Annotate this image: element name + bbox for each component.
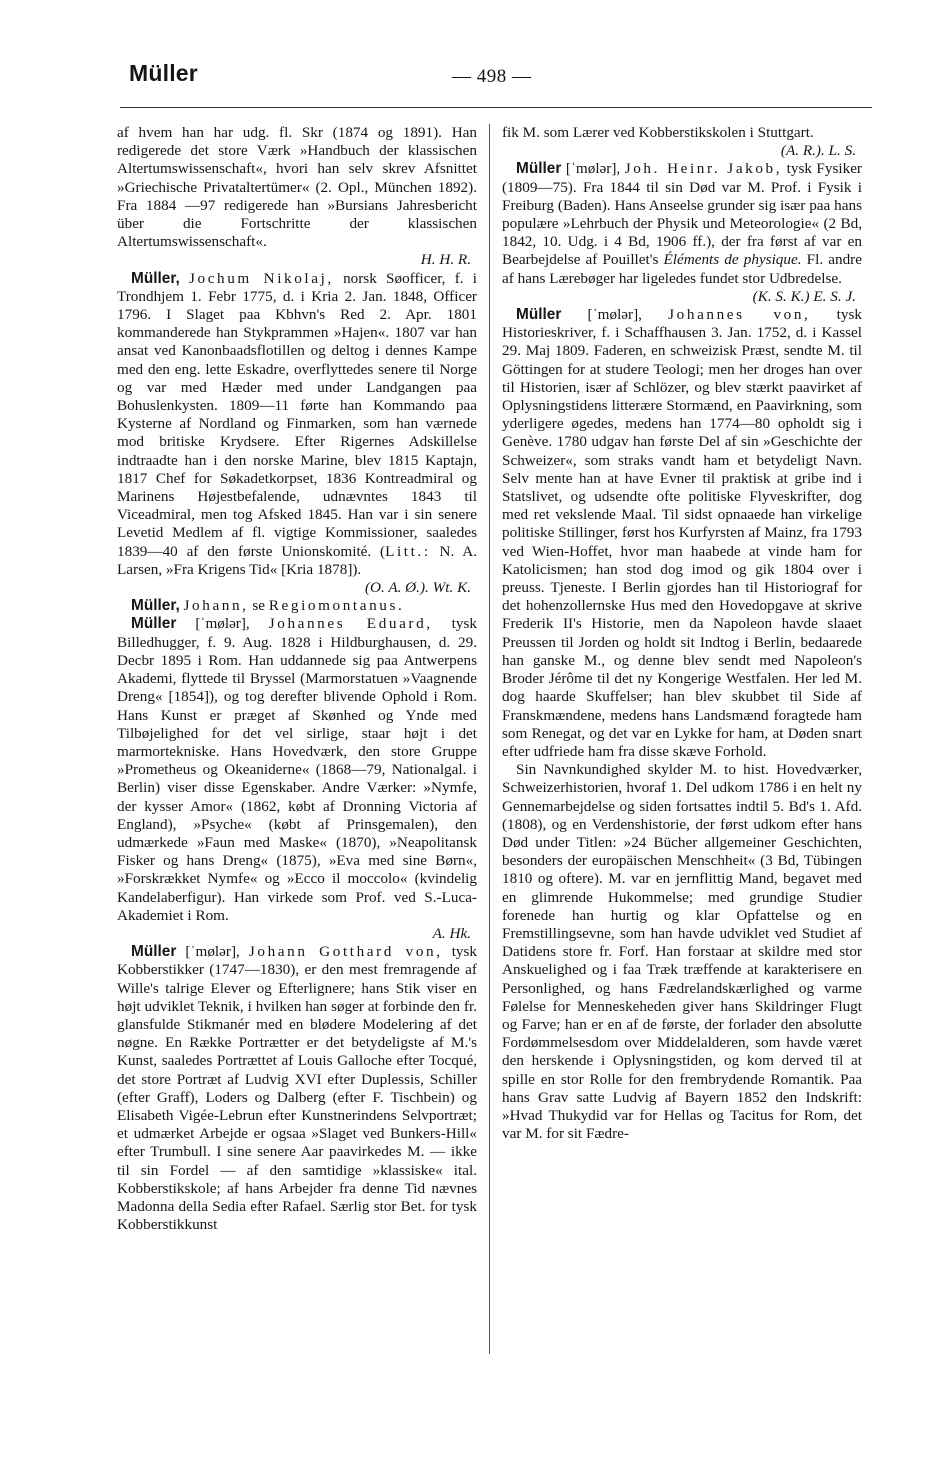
book-title: Éléments de physique. <box>663 251 802 269</box>
entry-name: Jochum Nikolaj, <box>188 269 334 287</box>
header-rule <box>120 107 872 108</box>
entry-muller-johann-gotthard <box>117 943 477 1234</box>
entry-continuation <box>117 124 477 270</box>
author-signature: (O. A. Ø.). Wt. K. <box>364 579 471 597</box>
entry-lemma: Müller <box>516 160 562 178</box>
right-column <box>502 124 862 1143</box>
cross-reference: Regiomontanus. <box>268 597 405 615</box>
entry-lemma: Müller, <box>131 597 180 615</box>
entry-name: Johann Gotthard von, <box>248 943 443 961</box>
entry-text: norsk Søofficer, f. i Trondhjem 1. Febr 1775, d. i Kria 2. Jan. 1848, Officer 1796. I Slaget paa Kbhvn's Red 2. Apr. 1801 kommanderede han Stykprammen »Hajen«. 1807 var han ansat ved Kanonbaadsflotillen og deltog i dennes Kampe med den eng. lette Eskadre, overflyttedes senere til Norge og var med Hæder med under Landgangen paa Bohuslenkysten. 1809—11 førte han Kommando paa Kysterne af Nordland og Finmarken, som han værnede mod britiske Krydsere. Efter Rigernes Adskillelse indtraadte han i den norske Marine, blev 1815 Kaptajn, 1817 Chef for Søkadetkorpset, 1836 Kontreadmiral og Marinens Højestbefalende, udnævntes 1843 til Viceadmiral, men tog Afsked 1845. Han var i sin senere Levetid Medlem af fl. vigtige Kommissioner, saaledes 1839—40 af den første Unionskomité. ( <box>117 269 478 560</box>
entry-text: fik M. som Lærer ved Kobberstikskolen i Stuttgart. <box>502 124 814 141</box>
entry-muller-johannes-von <box>502 306 862 761</box>
entry-name: Johann, <box>183 597 249 615</box>
author-signature: H. H. R. <box>420 251 471 269</box>
entry-text-literature: N. A. Larsen, »Fra Krigens Tid« [Kria 1878]). <box>117 542 477 578</box>
entry-continuation <box>502 124 862 160</box>
entry-lemma: Müller <box>516 306 562 324</box>
entry-text: Sin Navnkundighed skylder M. to hist. Hovedværker, Schweizerhistorien, hvoraf 1. Del udkom 1786 i en helt ny Gennemarbejdelse og siden fortsattes indtil 5. Bd's 1. Afd. (1808), og en Verdenshistorie, der først udkom efter hans Død under Titlen: »24 Bücher allgemeiner Geschichten, besonders der europäischen Menschheit« (3 Bd, Tübingen 1810 og oftere). M. var en jernflittig Mand, begavet med en glimrende Hukommelse; med grundige Studier forenede han hurtig og klar Opfattelse og en Fremstillingsevne, som han havde udviklet ved Studiet af Datidens store fr. Forf. Han forstaar at skildre med stor Anskuelighed og i faa Træk træffende at karakterisere en Personlighed, og hans Fædrelandskærlighed og varme Følelse for Menneskeheden giver hans Skildringer Flugt og Farve; han er en af de første, der forlader den absolutte Fordømmelsesdom over Middelalderen, som havde været den herskende i Oplysningstiden, og kom derved til at spille en stor Rolle for den frembrydende Romantik. Paa hans Grav satte Ludvig af Bayern 1852 den Indskrift: »Hvad Thukydid var for Hellas og Tacitus for Rom, det var M. for sit Fædre- <box>502 761 862 1143</box>
entry-text: tysk Historieskriver, f. i Schaffhausen 3. Jan. 1752, d. i Kassel 29. Maj 1809. Faderen, en schweizisk Præst, sendte M. til Göttingen for at studere Teologi; men her droges han over til Historien, især af Schlözer, og blev stærkt paavirket af Oplysningstidens litterære Stormænd, en Paavirkning, som yderligere øgedes, medens han 1774—80 opholdt sig i Genève. 1780 udgav han første Del af sin »Geschichte der Schweizer«, som straks vandt ham et betydeligt Navn. Selv mente han at have Evner til praktisk at gribe ind i Statslivet, og udsendte ofte politiske Flyveskrifter, dog med ret vekslende Maal. Til sidst opnaaede han virkelige politiske Stillinger, først hos Kurfyrsten af Mainz, fra 1793 ved Wien-Hoffet, hvor man haabede at vinde ham for Katolicismen; han stod dog imod og gik 1804 over i preuss. Tjeneste. I Berlin gjordes han til Historiograf for det hohenzollernske Hus med den Hovedopgave at skrive Frederik II's Historie, men da Napoleon havde slaaet Preussen til Jorden og holdt sit Indtog i Berlin, bedaarede han ganske M., og denne blev sendt med Napoleon's Broder Jérôme til det ny Kongerige Westfalen. Her led M. dog haarde Skuffelser; han blev skubbet til Side af Franskmændene, medens hans Landsmænd foragtede ham som Renegat, og det var en Lykke for ham, at Døden snart efter udfriede ham fra disse skæve Forhold. <box>502 306 862 760</box>
entry-text: se <box>252 597 266 615</box>
entry-muller-johannes-von-cont <box>502 761 862 1143</box>
entry-text-cont: Fl. andre af hans Lærebøger har ligeledes fundet stor Udbredelse. <box>502 251 862 287</box>
pronunciation: [ˈmølər], <box>185 943 240 961</box>
entry-name: Johannes von, <box>668 306 811 324</box>
pronunciation: [ˈmølər], <box>587 306 642 324</box>
entry-text: tysk Fysiker (1809—75). Fra 1844 til sin Død var M. Prof. i Fysik i Freiburg (Baden). Hans Anseelse grunder sig især paa hans populære »Lehrbuch der Physik und Meteorologie« (2 Bd, 1842, 10. Udg. i 4 Bd, 1906 ff.), der fra først af var en Bearbejdelse af Pouillet's <box>502 160 862 269</box>
literature-label: Litt.: <box>385 542 431 560</box>
entry-muller-johannes-eduard <box>117 615 477 943</box>
page-number: — 498 — <box>452 66 532 87</box>
entry-muller-johann-ref <box>117 597 477 615</box>
entry-text: tysk Billedhugger, f. 9. Aug. 1828 i Hildburghausen, d. 29. Decbr 1895 i Rom. Han uddannede sig paa Antwerpens Akademi, flyttede til Bryssel (Marmorstatuen »Vaagnende Dreng« [1854]), og tog derefter blivende Ophold i Rom. Hans Kunst er præget af Skønhed og Ynde med Tilbøjelighed for det vel sirlige, staar højt i det marmortekniske. Hans Hovedværk, den store Gruppe »Prometheus og Okeaniderne« (1868—79, Nationalgal. i Berlin) viser disse Egenskaber. Andre Værker: »Nymfe, der kysser Amor« (1862, købt af Dronning Victoria af England), »Psyche« (købt af Prinsgemalen), den udmærkede »Faun med Maske« (1870), »Neapolitansk Fisker og hans Dreng« (1875), »Eva med sine Børn«, »Forskrækket Nymfe« og »Ecco il moccolo« (kvindelig Kandelaberfigur). Han virkede som Prof. ved S.-Luca-Akademiet i Rom. <box>117 615 477 924</box>
pronunciation: [ˈmølər], <box>195 615 250 633</box>
author-signature: (A. R.). L. S. <box>780 142 856 160</box>
running-head: Müller <box>129 60 198 86</box>
entry-muller-jochum <box>117 270 477 598</box>
entry-text: af hvem han har udg. fl. Skr (1874 og 1891). Han redigerede det store Værk »Handbuch der klassischen Altertumswissenschaft«, hvori han selv skrev Afsnittet »Griechische Privataltertümer« (2. Opl., München 1892). Fra 1884 —97 redigerede han »Bursians Jahresbericht über die Fortschritte der klassischen Altertumswissenschaft«. <box>117 124 477 251</box>
left-column <box>117 124 477 1234</box>
author-signature: A. Hk. <box>432 924 471 942</box>
author-signature: (K. S. K.) E. S. J. <box>752 287 856 305</box>
entry-name: Joh. Heinr. Jakob, <box>624 160 783 178</box>
pronunciation: [ˈmølər], <box>565 160 621 178</box>
entry-name: Johannes Eduard, <box>268 615 433 633</box>
entry-text: tysk Kobberstikker (1747—1830), er den mest fremragende af Wille's talrige Elever og Efterlignere; hans Stik viser en højt udviklet Teknik, i hvilken han søger at forbinde den fr. glansfulde Stikmanér med en blødere Modelering af det nøgne. En Række Portrætter er det betydeligste af M.'s Kunst, saaledes Portrættet af Louis Galloche efter Tocqué, det store Portræt af Ludvig XVI efter Duplessis, Schiller (efter Graff), Loders og Dalberg (efter F. Tischbein) og Elisabeth Vigée-Lebrun efter Kunstnerindens Selvportræt; et udmærket Arbejde er ogsaa »Slaget ved Bunkers-Hill« efter Trumbull. I sine senere Aar paavirkedes M. — ikke til sin Fordel — af den samtidige »klassiske« ital. Kobberstikskole; af hans Arbejder fra denne Tid nævnes Madonna della Sedia efter Rafael. Særlig stor Bet. for tysk Kobberstikkunst <box>117 943 478 1234</box>
entry-lemma: Müller, <box>131 269 180 287</box>
entry-lemma: Müller <box>131 943 177 961</box>
column-divider <box>489 124 490 1354</box>
entry-muller-joh-heinr-jakob <box>502 160 862 306</box>
entry-lemma: Müller <box>131 615 177 633</box>
